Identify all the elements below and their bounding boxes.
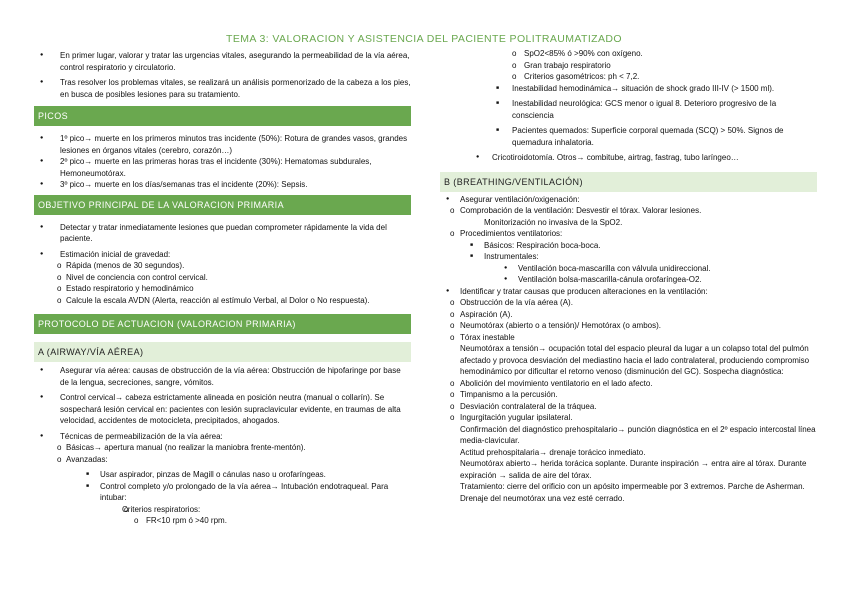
- paragraph: Actitud prehospitalaria→ drenaje torácico inmediato.: [460, 447, 646, 457]
- list-item: Monitorización no invasiva de la SpO2.: [484, 217, 623, 227]
- list-item: ■ Pacientes quemados: Superficie corporal quemada (SCQ) > 50%. Signos de quemadura inhalatoria.: [440, 125, 817, 148]
- list-item: o Comprobación de la ventilación: Desvestir el tórax. Valorar lesiones.: [440, 205, 817, 217]
- list-item: ■ Usar aspirador, pinzas de Magill o cánulas naso u orofaríngeas.: [34, 469, 411, 481]
- left-column: [34, 50, 411, 527]
- list-item: ● Identificar y tratar causas que producen alteraciones en la ventilación:: [440, 286, 817, 298]
- list-item: o Timpanismo a la percusión.: [440, 389, 817, 401]
- section-header-breathing: B (BREATHING/VENTILACIÓN): [440, 172, 817, 192]
- page-title: TEMA 3: VALORACION Y ASISTENCIA DEL PACIENTE POLITRAUMATIZADO: [226, 33, 622, 45]
- list-item: o Calcule la escala AVDN (Alerta, reacción al estímulo Verbal, al Dolor o No respuesta).: [34, 295, 411, 307]
- paragraph: Neumotórax a tensión→ ocupación total del espacio pleural da lugar a un colapso total del pulmón afectado y provoca desviación del mediastino hacia el lado contralateral, produciendo compromiso hemodinámico por dificultar el retorno venoso (disminución del GC). Sospecha diagnóstica:: [460, 344, 810, 376]
- list-item: ● 1º pico→ muerte en los primeros minutos tras incidente (50%): Rotura de grandes vasos, grandes lesiones en órganos vitales (cerebro, corazón…): [34, 133, 411, 156]
- list-item: ■ Instrumentales:: [440, 251, 817, 263]
- list-item: ● 3º pico→ muerte en los días/semanas tras el incidente (20%): Sepsis.: [34, 179, 411, 191]
- list-item: ■ Inestabilidad hemodinámica→ situación de shock grado III-IV (> 1500 ml).: [440, 83, 817, 95]
- list-item: o Ingurgitación yugular ipsilateral.: [440, 412, 817, 424]
- list-item: ● Cricotiroidotomía. Otros→ combitube, airtrag, fastrag, tubo laríngeo…: [440, 152, 817, 164]
- list-item: o Estado respiratorio y hemodinámico: [34, 283, 411, 295]
- list-item: o Desviación contralateral de la tráquea.: [440, 401, 817, 413]
- list-item: ● Detectar y tratar inmediatamente lesiones que puedan comprometer rápidamente la vida del paciente.: [34, 222, 411, 245]
- list-item: o Neumotórax (abierto o a tensión)/ Hemotórax (o ambos).: [440, 320, 817, 332]
- paragraph: Neumotórax abierto→ herida torácica soplante. Durante inspiración → entra aire al tórax. Durante expiración → salida de aire del tórax.: [460, 459, 807, 480]
- section-header-objetivo: OBJETIVO PRINCIPAL DE LA VALORACION PRIMARIA: [34, 195, 411, 215]
- list-item: o Criterios respiratorios:: [34, 504, 411, 516]
- list-item: o SpO2<85% ó >90% con oxígeno.: [440, 48, 817, 60]
- list-item: ● Ventilación bolsa-mascarilla-cánula orofaríngea-O2.: [440, 274, 817, 286]
- list-item: ■ Básicos: Respiración boca-boca.: [440, 240, 817, 252]
- list-item: ● Control cervical→ cabeza estrictamente alineada en posición neutra (manual o collarín). Se sospechará lesión cervical en: pacientes con lesión supraclavicular evidente, en traumas de alta velocidad, accidentes de motocicleta, precipitados, ahogados.: [34, 392, 411, 427]
- list-item: ● Estimación inicial de gravedad:: [34, 249, 411, 261]
- list-item: o Obstrucción de la vía aérea (A).: [440, 297, 817, 309]
- list-item: o FR<10 rpm ó >40 rpm.: [34, 515, 411, 527]
- right-column: [440, 48, 817, 504]
- list-item: o Rápida (menos de 30 segundos).: [34, 260, 411, 272]
- list-item: o Abolición del movimiento ventilatorio en el lado afecto.: [440, 378, 817, 390]
- list-item: ● Ventilación boca-mascarilla con válvula unidireccional.: [440, 263, 817, 275]
- list-item: ● En primer lugar, valorar y tratar las urgencias vitales, asegurando la permeabilidad de la vía aérea, control respiratorio y circulatorio.: [34, 50, 411, 73]
- list-item: o Procedimientos ventilatorios:: [440, 228, 817, 240]
- list-item: ■ Inestabilidad neurológica: GCS menor o igual 8. Deterioro progresivo de la consciencia: [440, 98, 817, 121]
- list-item: ● Tras resolver los problemas vitales, se realizará un análisis pormenorizado de la cabeza a los pies, en busca de posibles lesiones para su tratamiento.: [34, 77, 411, 100]
- list-item: o Nivel de conciencia con control cervical.: [34, 272, 411, 284]
- paragraph: Confirmación del diagnóstico prehospitalario→ punción diagnóstica en el 2º espacio intercostal línea media-clavicular.: [460, 424, 816, 445]
- section-header-picos: PICOS: [34, 106, 411, 126]
- list-item: o Avanzadas:: [34, 454, 411, 466]
- section-header-protocolo: PROTOCOLO DE ACTUACION (VALORACION PRIMARIA): [34, 314, 411, 334]
- list-item: o Tórax inestable: [440, 332, 817, 344]
- list-item: o Gran trabajo respiratorio: [440, 60, 817, 72]
- list-item: o Criterios gasométricos: ph < 7,2.: [440, 71, 817, 83]
- list-item: ■ Control completo y/o prolongado de la vía aérea→ Intubación endotraqueal. Para intubar:: [34, 481, 411, 504]
- list-item: ● Técnicas de permeabilización de la vía aérea:: [34, 431, 411, 443]
- list-item: ● Asegurar vía aérea: causas de obstrucción de la vía aérea: Obstrucción de hipofaringe por base de la lengua, secreciones, sangre, vómitos.: [34, 365, 411, 388]
- list-item: o Básicas→ apertura manual (no realizar la maniobra frente-mentón).: [34, 442, 411, 454]
- section-header-airway: A (AIRWAY/VÍA AÉREA): [34, 342, 411, 362]
- list-item: o Aspiración (A).: [440, 309, 817, 321]
- list-item: ● 2º pico→ muerte en las primeras horas tras el incidente (30%): Hematomas subdurales, Hemoneumotórax.: [34, 156, 411, 179]
- list-item: ● Asegurar ventilación/oxigenación:: [440, 194, 817, 206]
- paragraph: Tratamiento: cierre del orificio con un apósito impermeable por 3 extremos. Parche de Asherman. Drenaje del neumotórax una vez esté cerrado.: [460, 482, 805, 503]
